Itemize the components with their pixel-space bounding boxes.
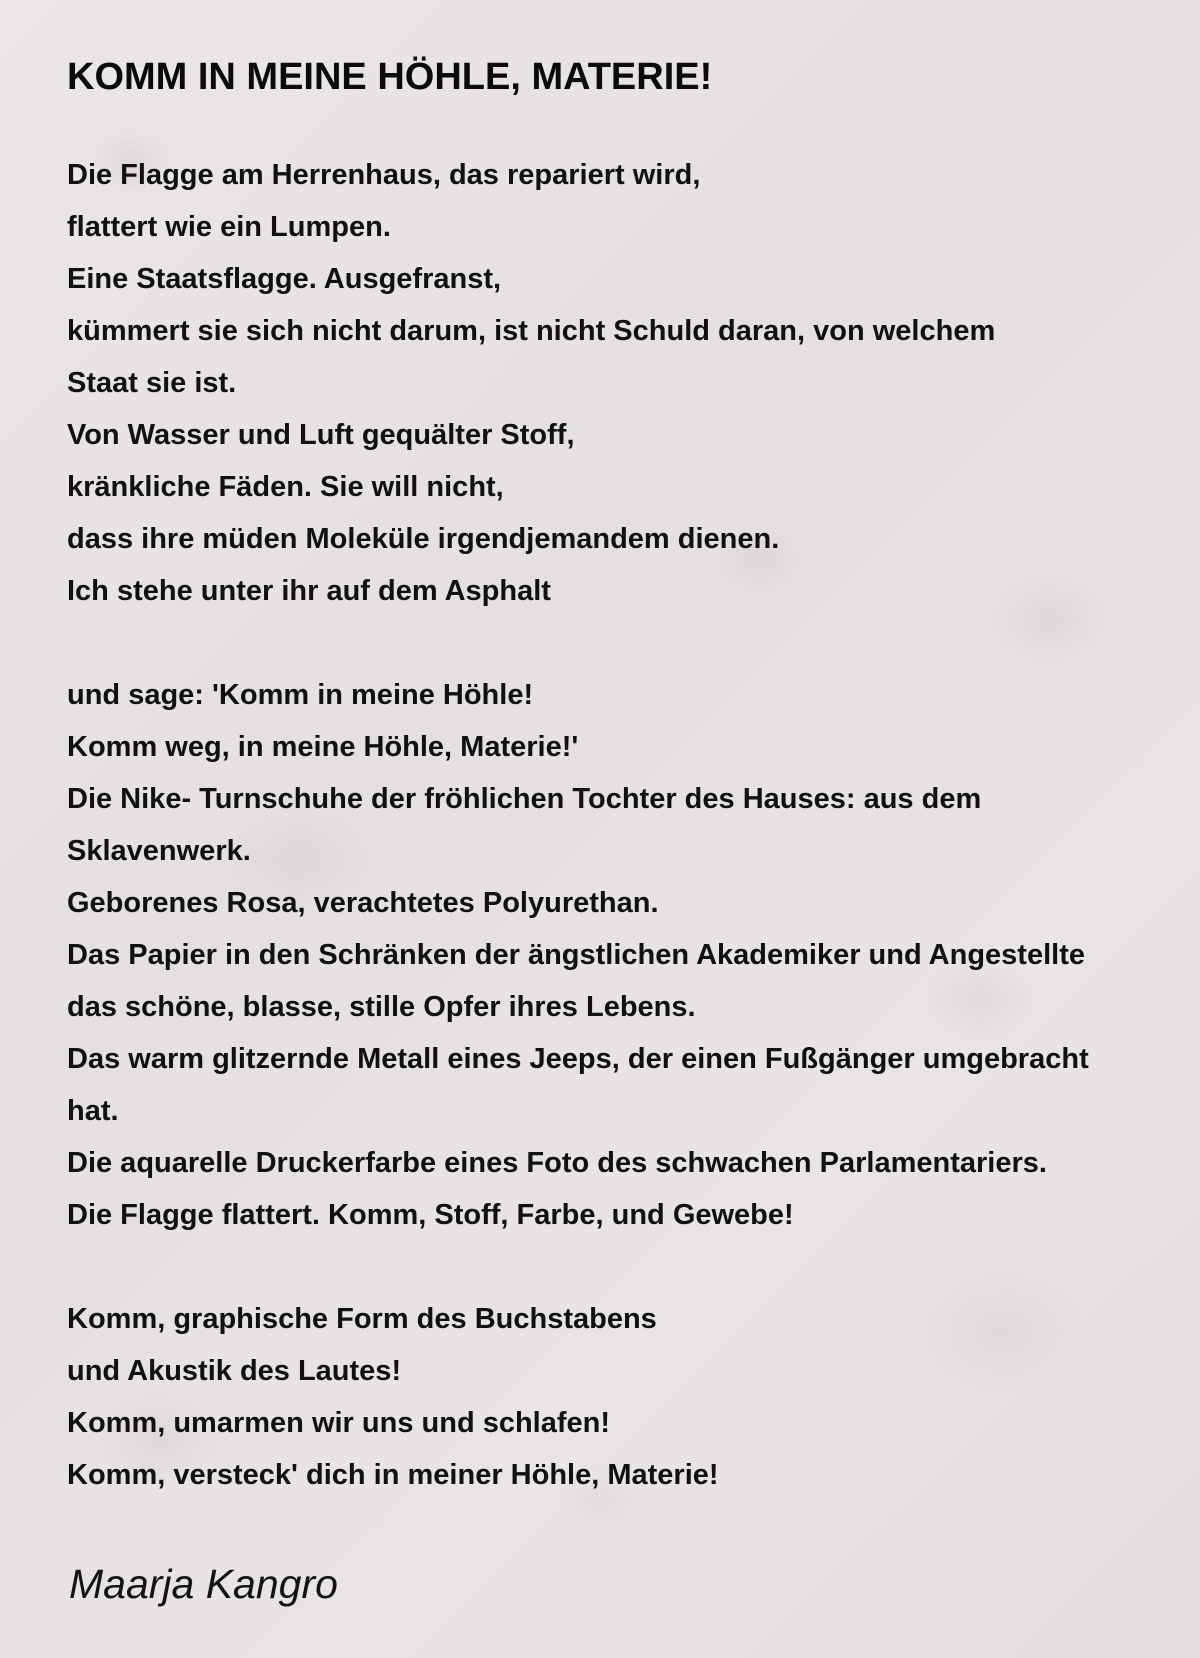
poem-line: Die aquarelle Druckerfarbe eines Foto des schwachen Parlamentariers. [67,1147,1047,1179]
poem-line: und sage: 'Komm in meine Höhle! [67,679,534,711]
stanza-break [67,617,1200,669]
poem-line: Komm, versteck' dich in meiner Höhle, Materie! [67,1459,719,1491]
poem-line: Geborenes Rosa, verachtetes Polyurethan. [67,887,659,919]
poem-line: dass ihre müden Moleküle irgendjemandem dienen. [67,523,780,555]
stanza-break [67,1241,1200,1293]
poem-line: kümmert sie sich nicht darum, ist nicht Schuld daran, von welchem [67,315,996,347]
poem-line: das schöne, blasse, stille Opfer ihres Lebens. [67,991,696,1023]
poem-line: Komm weg, in meine Höhle, Materie!' [67,731,579,763]
poem-line: Das Papier in den Schränken der ängstlichen Akademiker und Angestellte [67,939,1085,971]
poem-body [67,149,1200,1501]
poem-line: flattert wie ein Lumpen. [67,211,391,243]
poem-line: kränkliche Fäden. Sie will nicht, [67,471,504,503]
poem-line: Ich stehe unter ihr auf dem Asphalt [67,575,551,607]
poem-line: Die Flagge am Herrenhaus, das repariert wird, [67,159,701,191]
poem-line: Die Nike- Turnschuhe der fröhlichen Tochter des Hauses: aus dem [67,783,982,815]
poem-line: Sklavenwerk. [67,835,251,867]
poem-line: und Akustik des Lautes! [67,1355,402,1387]
poem-line: Von Wasser und Luft gequälter Stoff, [67,419,575,451]
poem-line: Eine Staatsflagge. Ausgefranst, [67,263,502,295]
poem-line: Die Flagge flattert. Komm, Stoff, Farbe, und Gewebe! [67,1199,794,1231]
poem-title: KOMM IN MEINE HÖHLE, MATERIE! [67,56,713,98]
poem-line: Komm, graphische Form des Buchstabens [67,1303,657,1335]
poem-line: hat. [67,1095,119,1127]
poem-line: Komm, umarmen wir uns und schlafen! [67,1407,611,1439]
poem-line: Das warm glitzernde Metall eines Jeeps, der einen Fußgänger umgebracht [67,1043,1089,1075]
poem-line: Staat sie ist. [67,367,237,399]
poem-author: Maarja Kangro [69,1561,338,1607]
